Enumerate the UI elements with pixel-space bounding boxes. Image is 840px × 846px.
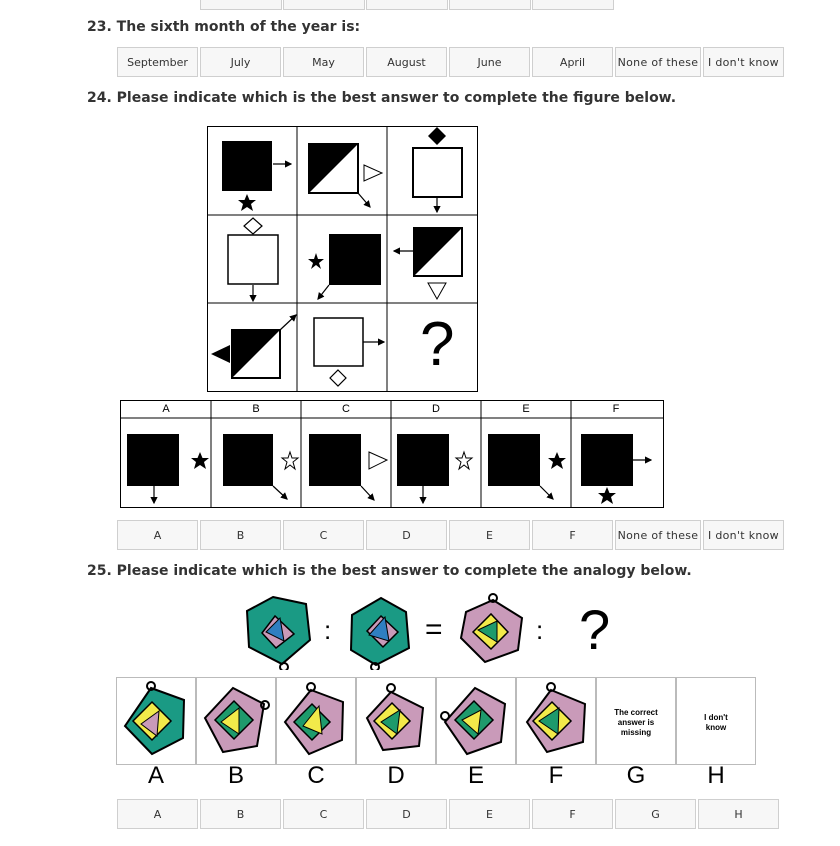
dont-know-line-2: know [705, 723, 727, 732]
figure-option-label-c: C [342, 403, 350, 415]
choice-caption-h: H [707, 762, 725, 789]
q25-option-h[interactable]: H [698, 799, 779, 829]
analogy-equals: = [425, 613, 443, 646]
q24-option-f[interactable]: F [532, 520, 613, 550]
q25-option-f[interactable]: F [532, 799, 613, 829]
correct-missing-line-2: answer is [617, 718, 655, 727]
figure-matrix [207, 126, 478, 392]
correct-missing-line-3: missing [620, 728, 652, 737]
q24-option-none[interactable]: None of these [615, 520, 701, 550]
analogy-choice-b [196, 677, 276, 765]
matrix-missing-mark: ? [420, 310, 455, 379]
dont-know-line-1: I don't [704, 713, 728, 722]
q24-option-b[interactable]: B [200, 520, 281, 550]
q24-option-e[interactable]: E [449, 520, 530, 550]
q25-option-b[interactable]: B [200, 799, 281, 829]
q25-option-a[interactable]: A [117, 799, 198, 829]
choice-caption-b: B [227, 762, 244, 789]
correct-missing-line-1: The correct [614, 708, 658, 717]
q23-option-may[interactable]: May [283, 47, 364, 77]
analogy-choice-g [596, 677, 676, 765]
q23-option-august[interactable]: August [366, 47, 447, 77]
choice-e-drawing [437, 678, 515, 764]
analogy-colon-2: : [536, 615, 544, 645]
choice-d-drawing [357, 678, 435, 764]
question-25-title: 25. Please indicate which is the best answer to complete the analogy below. [87, 563, 692, 579]
q23-option-july[interactable]: July [200, 47, 281, 77]
q24-option-c[interactable]: C [283, 520, 364, 550]
question-23-title: 23. The sixth month of the year is: [87, 19, 361, 35]
q25-option-c[interactable]: C [283, 799, 364, 829]
q25-option-d[interactable]: D [366, 799, 447, 829]
choice-a-drawing [117, 678, 195, 764]
options-drawing [121, 401, 663, 507]
choice-caption-a: A [147, 762, 164, 789]
choice-caption-e: E [467, 762, 484, 789]
analogy-choice-d [356, 677, 436, 765]
q23-option-april[interactable]: April [532, 47, 613, 77]
question-24-title: 24. Please indicate which is the best answer to complete the figure below. [87, 90, 677, 106]
choice-b-drawing [197, 678, 275, 764]
q23-option-june[interactable]: June [449, 47, 530, 77]
choice-caption-f: F [548, 762, 564, 789]
choice-caption-c: C [307, 762, 325, 789]
q25-option-g[interactable]: G [615, 799, 696, 829]
figure-option-label-b: B [252, 403, 260, 415]
figure-option-label-f: F [612, 403, 620, 415]
analogy-choice-e [436, 677, 516, 765]
q24-option-dont-know[interactable]: I don't know [703, 520, 784, 550]
q23-option-september[interactable]: September [117, 47, 198, 77]
analogy-question-mark: ? [579, 598, 611, 661]
q24-option-d[interactable]: D [366, 520, 447, 550]
q23-option-dont-know[interactable]: I don't know [703, 47, 784, 77]
choice-caption-g: G [626, 762, 646, 789]
analogy-choice-f [516, 677, 596, 765]
analogy-choice-h [676, 677, 756, 765]
analogy-choice-a [116, 677, 196, 765]
figure-options [120, 400, 664, 508]
q25-option-e[interactable]: E [449, 799, 530, 829]
q23-option-none[interactable]: None of these [615, 47, 701, 77]
choice-c-drawing [277, 678, 355, 764]
analogy-colon-1: : [324, 615, 332, 645]
choice-f-drawing [517, 678, 595, 764]
analogy-choice-c [276, 677, 356, 765]
figure-option-label-a: A [162, 403, 170, 415]
figure-option-label-e: E [522, 403, 530, 415]
figure-option-label-d: D [432, 403, 440, 415]
analogy-figure [0, 590, 840, 670]
q24-option-a[interactable]: A [117, 520, 198, 550]
choice-caption-d: D [387, 762, 405, 789]
